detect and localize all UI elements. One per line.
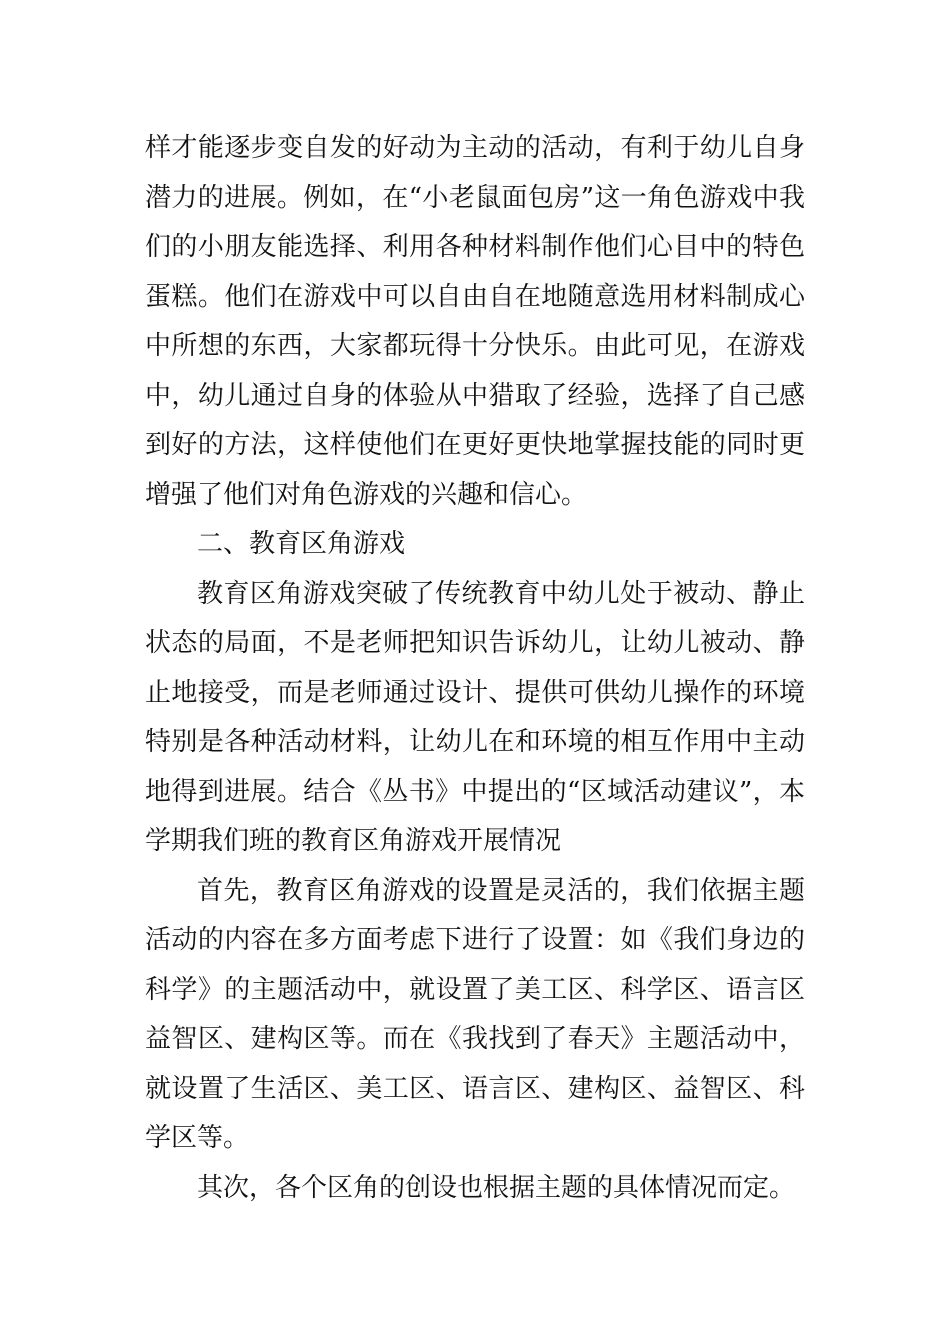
paragraph-continuation: 样才能逐步变自发的好动为主动的活动，有利于幼儿自身潜力的进展。例如，在“小老鼠面包房”这一角色游戏中我们的小朋友能选择、利用各种材料制作他们心目中的特色蛋糕。他们在游戏中可以自由自在地随意选用材料制成心中所想的东西，大家都玩得十分快乐。由此可见，在游戏中，幼儿通过自身的体验从中猎取了经验，选择了自己感到好的方法，这样使他们在更好更快地掌握技能的同时更增强了他们对角色游戏的兴趣和信心。 [145, 133, 805, 510]
paragraph-first-point: 首先，教育区角游戏的设置是灵活的，我们依据主题活动的内容在多方面考虑下进行了设置：如《我们身边的科学》的主题活动中，就设置了美工区、科学区、语言区益智区、建构区等。而在《我找到了春天》主题活动中，就设置了生活区、美工区、语言区、建构区、益智区、科学区等。 [145, 875, 805, 1153]
section-heading: 二、教育区角游戏 [197, 529, 406, 559]
document-body [145, 124, 805, 1213]
paragraph-education-corner-intro: 教育区角游戏突破了传统教育中幼儿处于被动、静止状态的局面，不是老师把知识告诉幼儿，让幼儿被动、静止地接受，而是老师通过设计、提供可供幼儿操作的环境特别是各种活动材料，让幼儿在和环境的相互作用中主动地得到进展。结合《丛书》中提出的“区域活动建议”，本学期我们班的教育区角游戏开展情况 [145, 578, 805, 856]
paragraph-second-point: 其次，各个区角的创设也根据主题的具体情况而定。 [197, 1172, 796, 1203]
